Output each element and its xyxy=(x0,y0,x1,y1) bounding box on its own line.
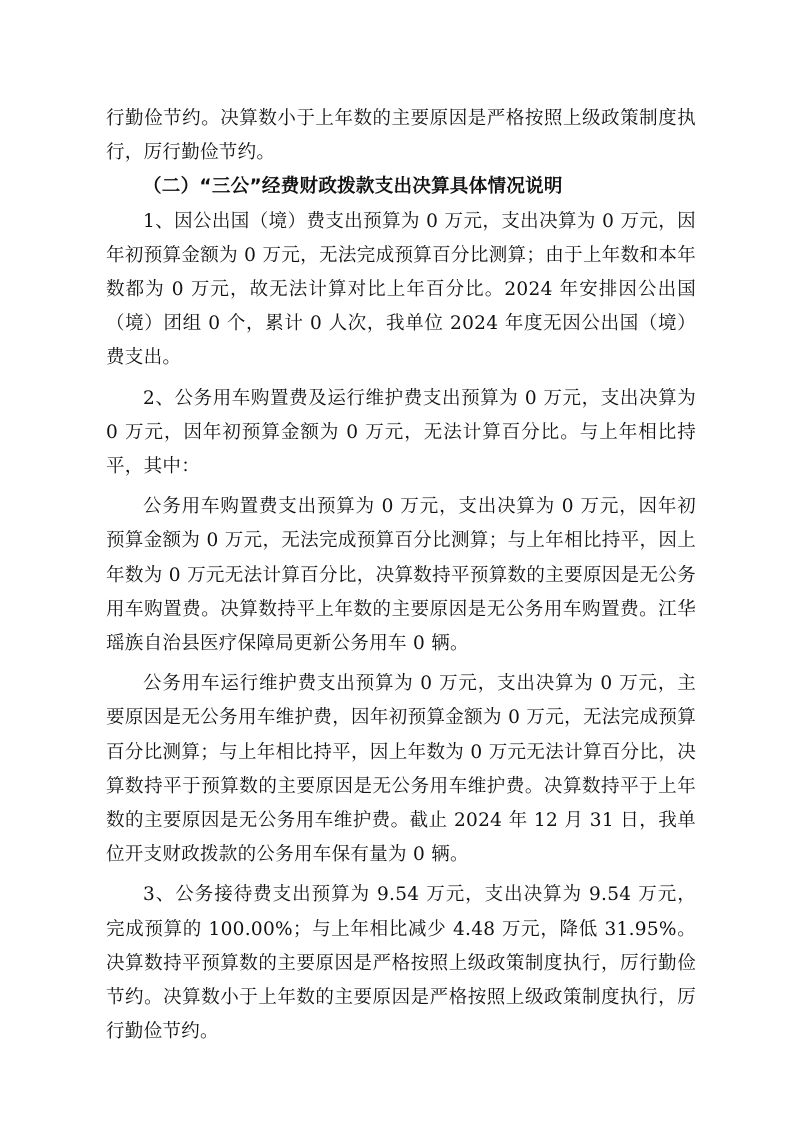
paragraph-vehicle-purchase: 公务用车购置费支出预算为 0 万元，支出决算为 0 万元，因年初预算金额为 0 万元，无法完成预算百分比测算；与上年相比持平，因上年数为 0 万元无法计算百分比，决算数持平预算数的主要原因是无公务用车购置费。决算数持平上年数的主要原因是无公务用车购置费。江华瑶族自治县医疗保障局更新公务用车 0 辆。 xyxy=(106,496,696,655)
section-heading: （二）“三公”经费财政拨款支出决算具体情况说明 xyxy=(143,176,563,198)
paragraph-overseas-travel: 1、因公出国（境）费支出预算为 0 万元，支出决算为 0 万元，因年初预算金额为 0 万元，无法完成预算百分比测算；由于上年数和本年数都为 0 万元，故无法计算对比上年百分比。2024 年安排因公出国（境）团组 0 个，累计 0 人次，我单位 2024 年度无因公出国（境）费支出。 xyxy=(106,210,696,369)
paragraph-vehicle-maintenance: 公务用车运行维护费支出预算为 0 万元，支出决算为 0 万元，主要原因是无公务用车维护费，因年初预算金额为 0 万元，无法完成预算百分比测算；与上年相比持平，因上年数为 0 万元无法计算百分比，决算数持平于预算数的主要原因是无公务用车维护费。决算数持平于上年数的主要原因是无公务用车维护费。截止 2024 年 12 月 31 日，我单位开支财政拨款的公务用车保有量为 0 辆。 xyxy=(106,673,696,866)
document-body xyxy=(106,102,696,1049)
paragraph-continuation: 行勤俭节约。决算数小于上年数的主要原因是严格按照上级政策制度执行，厉行勤俭节约。 xyxy=(106,108,696,164)
paragraph-vehicle-summary: 2、公务用车购置费及运行维护费支出预算为 0 万元，支出决算为 0 万元，因年初预算金额为 0 万元，无法计算百分比。与上年相比持平，其中： xyxy=(106,387,696,478)
paragraph-reception: 3、公务接待费支出预算为 9.54 万元，支出决算为 9.54 万元，完成预算的 100.00%；与上年相比减少 4.48 万元，降低 31.95%。决算数持平预算数的主要原因是严格按照上级政策制度执行，厉行勤俭节约。决算数小于上年数的主要原因是严格按照上级政策制度执行，厉行勤俭节约。 xyxy=(106,884,696,1043)
